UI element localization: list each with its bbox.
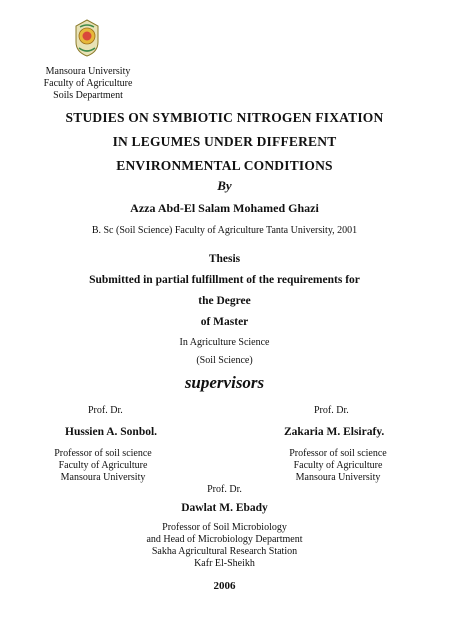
supervisor-1-details: Professor of soil science Faculty of Agriculture Mansoura University — [54, 448, 152, 483]
supervisor-1-title: Prof. Dr. — [88, 405, 123, 416]
field-text: In Agriculture Science — [179, 337, 270, 348]
master-text: of Master — [200, 316, 249, 328]
thesis-title-line-2: IN LEGUMES UNDER DIFFERENT — [112, 134, 337, 149]
author-name: Azza Abd-El Salam Mohamed Ghazi — [130, 201, 319, 215]
subfield-text: (Soil Science) — [196, 355, 253, 366]
university-seal-icon — [72, 18, 102, 58]
department-name: Soils Department — [53, 90, 123, 101]
faculty-name: Faculty of Agriculture — [43, 78, 133, 89]
supervisor-3-name: Dawlat M. Ebady — [181, 502, 268, 514]
degree-text: the Degree — [198, 295, 251, 307]
thesis-title-line-1: STUDIES ON SYMBIOTIC NITROGEN FIXATION — [65, 110, 384, 125]
university-name: Mansoura University — [45, 66, 131, 77]
institution-block — [18, 66, 158, 102]
supervisor-2-name: Zakaria M. Elsirafy. — [284, 426, 385, 438]
author-degree: B. Sc (Soil Science) Faculty of Agriculture Tanta University, 2001 — [91, 225, 358, 236]
thesis-label: Thesis — [208, 253, 241, 265]
supervisor-2-details: Professor of soil science Faculty of Agriculture Mansoura University — [289, 448, 387, 483]
supervisor-3-title: Prof. Dr. — [207, 484, 242, 495]
supervisor-3-details: Professor of Soil Microbiology and Head of Microbiology Department Sakha Agricultural Research Station Kafr El-Sheikh — [146, 522, 303, 569]
supervisor-2-title: Prof. Dr. — [314, 405, 349, 416]
by-label: By — [217, 178, 232, 193]
submitted-text: Submitted in partial fulfillment of the requirements for — [89, 274, 360, 286]
supervisor-1-name: Hussien A. Sonbol. — [65, 426, 158, 438]
year: 2006 — [213, 580, 236, 592]
thesis-title-line-3: ENVIRONMENTAL CONDITIONS — [116, 158, 333, 173]
supervisors-heading: supervisors — [184, 373, 265, 392]
